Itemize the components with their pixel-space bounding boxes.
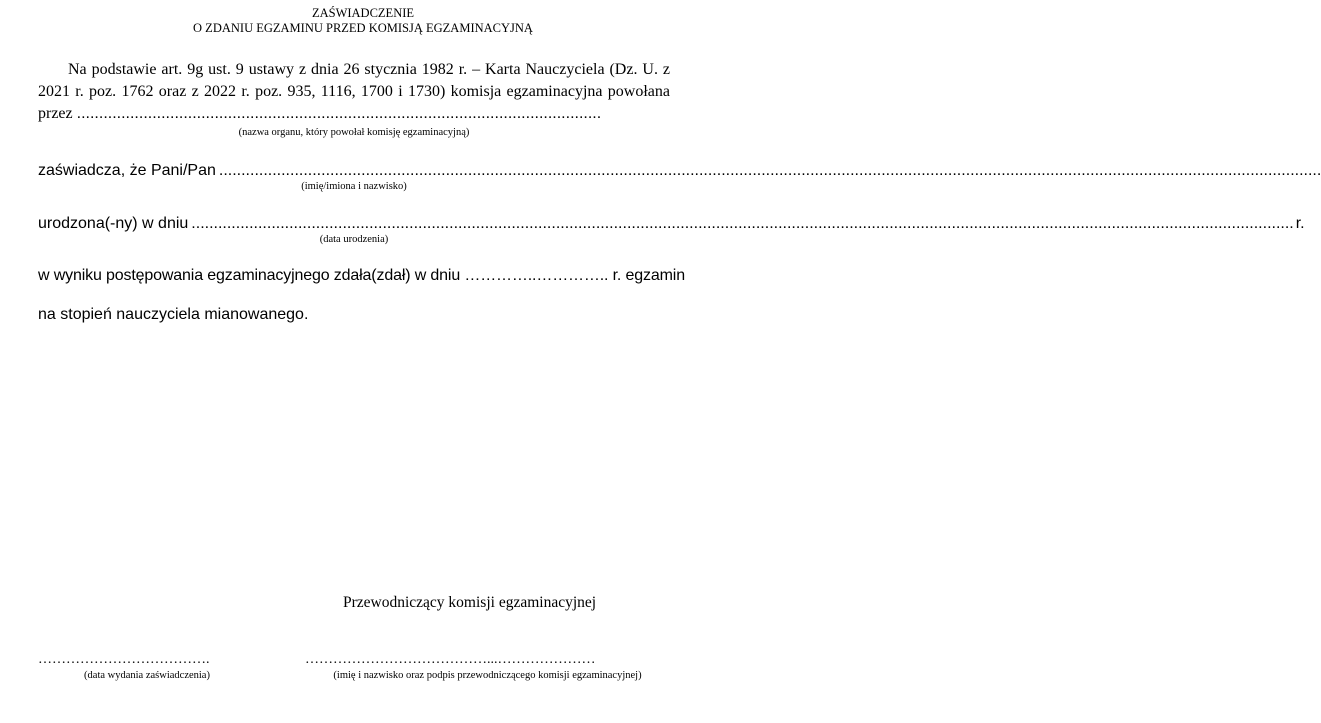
birthdate-line — [38, 214, 1305, 234]
birthdate-field[interactable]: ........................................................................................................................................................................................................................................................ — [191, 215, 1294, 232]
certifies-label: zaświadcza, że Pani/Pan — [38, 162, 216, 179]
chair-title: Przewodniczący komisji egzaminacyjnej — [343, 594, 597, 611]
document-subtitle: O ZDANIU EGZAMINU PRZED KOMISJĄ EGZAMINACYJNĄ — [193, 21, 533, 35]
full-name-field[interactable]: ........................................................................................................................................................................................................................................................ — [218, 162, 1321, 179]
organ-hint: (nazwa organu, który powołał komisję egzaminacyjną) — [238, 127, 470, 138]
born-label: urodzona(-ny) w dniu — [38, 215, 189, 232]
document-title: ZAŚWIADCZENIE — [311, 6, 415, 20]
name-hint: (imię/imiona i nazwisko) — [301, 181, 407, 192]
exam-level-line: na stopień nauczyciela mianowanego. — [38, 306, 309, 323]
exam-result-line: w wyniku postępowania egzaminacyjnego zdała(zdał) w dniu …………..………….. r. egzamin — [38, 267, 685, 284]
intro-paragraph — [38, 59, 670, 125]
chair-signature-hint: (imię i nazwisko oraz podpis przewodniczącego komisji egzaminacyjnej) — [333, 670, 642, 681]
issue-date-hint: (data wydania zaświadczenia) — [84, 670, 210, 681]
birthdate-hint: (data urodzenia) — [319, 234, 389, 245]
intro-text: Na podstawie art. 9g ust. 9 ustawy z dnia 26 stycznia 1982 r. – Karta Nauczyciela (Dz. U. z 2021 r. poz. 1762 oraz z 2022 r. poz. 935, 1116, 1700 i 1730) komisja egzaminacyjna powołana przez — [38, 61, 670, 122]
issue-date-field[interactable]: ………………………………. — [38, 652, 210, 667]
certifies-line — [38, 161, 1321, 181]
organ-name-field[interactable]: ...................................................................................................................... — [76, 105, 602, 122]
born-suffix: r. — [1295, 215, 1305, 232]
chair-signature-field[interactable]: …………………………………...………………… — [305, 652, 596, 667]
